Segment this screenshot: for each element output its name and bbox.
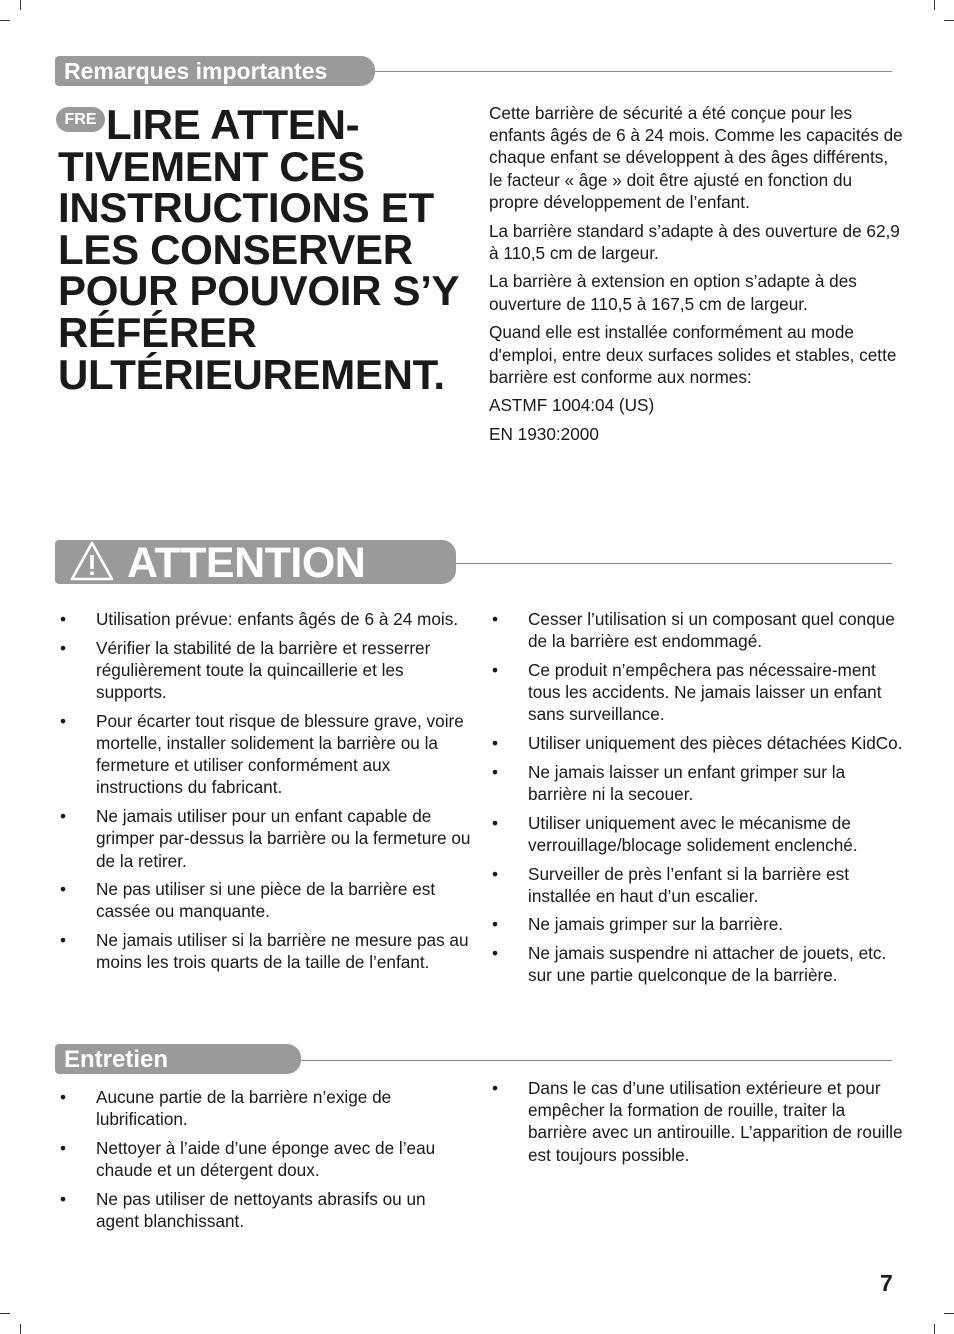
intro-text: [489, 102, 904, 452]
title-first-line: LIRE ATTEN-: [106, 101, 360, 148]
standard-us: ASTMF 1004:04 (US): [489, 395, 655, 416]
list-item: [489, 913, 904, 935]
bullet: •: [492, 943, 499, 964]
bullet: •: [60, 806, 67, 827]
bullet: •: [492, 609, 499, 629]
bullet: •: [492, 761, 499, 782]
list-item: [489, 659, 904, 726]
intro-paragraph: La barrière à extension en option s’adapte à des ouverture de 110,5 à 167,5 cm de largeur.: [489, 271, 857, 314]
list-item-text: Aucune partie de la barrière n’exige de lubrification.: [96, 1087, 392, 1130]
list-item: [57, 637, 472, 704]
list-item-text: Ne jamais utiliser pour un enfant capable de grimper par-dessus la barrière ou la fermeture ou de la retirer.: [96, 806, 471, 871]
language-badge: FRE: [56, 107, 105, 132]
list-item-text: Utiliser uniquement des pièces détachées KidCo.: [528, 733, 903, 754]
page-title: [58, 101, 478, 398]
crop-mark: [0, 20, 10, 21]
list-item-text: Utiliser uniquement avec le mécanisme de verrouillage/blocage solidement enclenché.: [528, 812, 858, 855]
section-heading-entretien: Entretien: [55, 1044, 301, 1074]
list-item: [489, 1077, 904, 1166]
list-item-text: Ne pas utiliser si une pièce de la barrière est cassée ou manquante.: [96, 879, 436, 922]
section-rule: [456, 563, 892, 564]
list-item-text: Pour écarter tout risque de blessure grave, voire mortelle, installer solidement la barrière ou la fermeture et utiliser conformément aux instructions du fabricant.: [96, 710, 464, 798]
list-item: [489, 942, 904, 986]
bullet: •: [60, 1087, 67, 1107]
page-number: 7: [880, 1270, 893, 1296]
bullet: •: [492, 1078, 499, 1098]
list-item-text: Cesser l’utilisation si un composant quel conque de la barrière est endommagé.: [528, 609, 895, 652]
bullet: •: [492, 733, 499, 754]
attention-list-right: [489, 608, 904, 993]
crop-mark: [944, 1313, 954, 1314]
section-heading-remarques: Remarques importantes: [55, 56, 375, 86]
entretien-list-right: [489, 1077, 904, 1172]
list-item: [489, 608, 904, 652]
crop-mark: [20, 0, 21, 10]
crop-mark: [0, 1313, 10, 1314]
list-item: [57, 710, 472, 799]
bullet: •: [60, 879, 67, 900]
attention-label: ATTENTION: [127, 539, 366, 587]
list-item-text: Surveiller de près l’enfant si la barrière est installée en haut d’un escalier.: [528, 863, 849, 906]
title-rest: TIVEMENT CES INSTRUCTIONS ET LES CONSERVER POUR POUVOIR S’Y RÉFÉRER ULTÉRIEUREMENT.: [58, 142, 459, 398]
attention-list-left: [57, 608, 472, 980]
bullet: •: [492, 659, 499, 680]
bullet: •: [60, 710, 67, 731]
crop-mark: [20, 1324, 21, 1334]
intro-paragraph: Quand elle est installée conformément au mode d'emploi, entre deux surfaces solides et stables, cette barrière est conforme aux normes:: [489, 322, 897, 387]
intro-paragraph: La barrière standard s’adapte à des ouverture de 62,9 à 110,5 cm de largeur.: [489, 220, 900, 263]
list-item: [57, 929, 472, 973]
list-item: [57, 1086, 472, 1130]
list-item-text: Ne jamais laisser un enfant grimper sur la barrière ni la secouer.: [528, 761, 846, 804]
entretien-list-left: [57, 1086, 472, 1239]
list-item-text: Dans le cas d’une utilisation extérieure et pour empêcher la formation de rouille, traiter la barrière avec un antirouille. L’apparition de rouille est toujours possible.: [528, 1078, 903, 1165]
list-item: [57, 608, 472, 630]
list-item: [57, 805, 472, 872]
warning-icon: [69, 540, 115, 582]
crop-mark: [934, 1324, 935, 1334]
bullet: •: [60, 930, 67, 951]
section-heading-attention: [55, 539, 456, 587]
bullet: •: [60, 609, 67, 629]
list-item: [57, 878, 472, 922]
bullet: •: [60, 637, 67, 658]
bullet: •: [492, 812, 499, 833]
list-item-text: Vérifier la stabilité de la barrière et resserrer régulièrement toute la quincaillerie et les supports.: [96, 637, 431, 703]
bullet: •: [492, 863, 499, 884]
list-item: [57, 1188, 472, 1232]
list-item: [489, 812, 904, 856]
list-item-text: Utilisation prévue: enfants âgés de 6 à 24 mois.: [96, 609, 459, 629]
section-rule: [375, 71, 892, 72]
list-item: [489, 761, 904, 805]
list-item: [489, 732, 904, 754]
list-item-text: Ne jamais suspendre ni attacher de jouets, etc. sur une partie quelconque de la barrière.: [528, 943, 887, 986]
list-item-text: Nettoyer à l’aide d’une éponge avec de l’eau chaude et un détergent doux.: [96, 1137, 436, 1181]
standard-en: EN 1930:2000: [489, 424, 599, 445]
bullet: •: [492, 914, 499, 935]
section-rule: [301, 1060, 892, 1061]
list-item: [57, 1137, 472, 1181]
crop-mark: [944, 20, 954, 21]
intro-paragraph: Cette barrière de sécurité a été conçue pour les enfants âgés de 6 à 24 mois. Comme les capacités de chaque enfant se développent à des âges différents, le facteur « âge » doit être ajusté en fonction du propre développement de l’enfant.: [489, 103, 903, 212]
crop-mark: [934, 0, 935, 10]
bullet: •: [60, 1188, 67, 1209]
list-item-text: Ne pas utiliser de nettoyants abrasifs ou un agent blanchissant.: [96, 1188, 426, 1232]
bullet: •: [60, 1137, 67, 1158]
list-item-text: Ne jamais utiliser si la barrière ne mesure pas au moins les trois quarts de la taille de l’enfant.: [96, 930, 469, 973]
list-item-text: Ne jamais grimper sur la barrière.: [528, 914, 784, 935]
list-item: [489, 863, 904, 907]
list-item-text: Ce produit n’empêchera pas nécessaire-ment tous les accidents. Ne jamais laisser un enfant sans surveillance.: [528, 659, 882, 725]
